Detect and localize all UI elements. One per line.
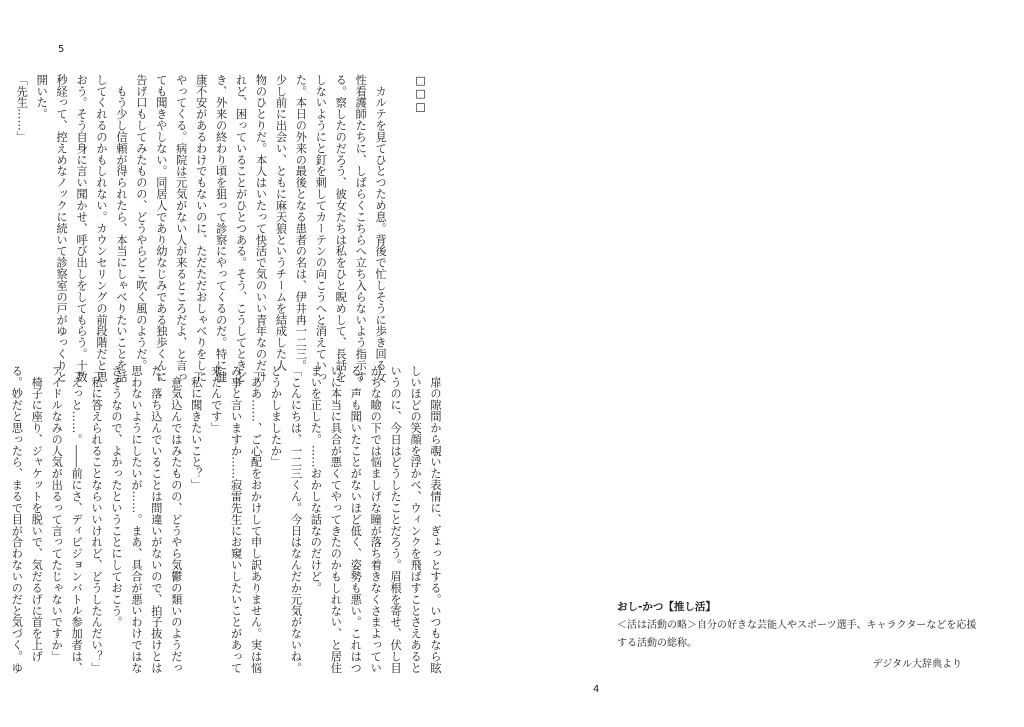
page-number-right: 5 xyxy=(58,44,65,55)
glossary-note xyxy=(617,598,987,674)
glossary-definition-text: ＜活は活動の略＞自分の好きな芸能人やスポーツ選手、キャラクターなどを応援 する活動の総称。 xyxy=(617,620,977,649)
glossary-source: デジタル大辞典より xyxy=(872,659,962,671)
page-number-left: 4 xyxy=(593,684,600,695)
story-text-right-page: □□□ カルテを見てひとつため息。背後で忙しそうに歩き回る女 性看護師たちに、しばらくこちらへ立ち入らないよう指示す る。察したのだろう、彼女たちは私をひと睨めして、長話を しないようにと釘を刺してカーテンの向こうへと消えていっ た。本日の外来の最後となる患者の名は、伊井冉一二三。 少し前に出会い、ともに麻天狼というチームを結成した人 物のひとりだ。本人はいたって快活で気のいい青年なのだけ れど、困っていることがひとつある。そう、こうしてときど き、外来の終わり頃を狙って診察にやってくるのだ。特に健 康不安があるわけでもないのに、ただただおしゃべりをしに やってくる。病院は元気がない人が来るところだよ、と言っ ても聞きやしない。同居人であり幼なじみである独歩くんに 告げ口もしてみたものの、どうやらどこ吹く風のようだ。 もう少し信頼が得られたら、本当にしゃべりたいことを話 してくれるのかもしれない。カウンセリングの前段階だと思 おう。そう自身に言い聞かせ、呼び出しをしてもらう。十数 秒経って、控えめなノックに続いて診察室の戸がゆっくりと 開いた。 「先生……」 xyxy=(15,74,427,383)
glossary-heading: おし-かつ【推し活】 xyxy=(617,601,716,613)
story-text-left-page: 扉の隙間から覗いた表情に、ぎょっとする。いつもなら眩 しいほどの笑顔を浮かべ、ウィンクを飛ばすことさえあると いうのに、今日はどうしたことだろう。眉根を寄せ、伏し目 がちな瞼の下では悩ましげな瞳が落ち着きなくさまよってい る。声も聞いたことがないほど低く、姿勢も悪い。これはつ いに本当に具合が悪くてやってきたのかもしれない、と居住 まいを正した。……おかしな話なのだけど。 「こんにちは、一二三くん。今日はなんだか元気がないね。 どうかしましたか」 「ああ……、ご心配をおかけして申し訳ありません。実は悩 み事と言いますか……寂雷先生にお窺いしたいことがあって 来たんです」 「私に聞きたいこと？」 意気込んではみたものの、どうやら気鬱の類いのようだっ た。落ち込んでいることは間違いがないので、拍子抜けとは 思わないようにしたいが……。まあ、具合が悪いわけではな さそうなので、よかったということにしておこう。 「私に答えられることならいいけれど、どうしたんだい？」 「えっと……。――前にさ、ディビジョンバトル参加者は、 アイドルなみの人気が出るって言ってたじゃないですか」 椅子に座り、ジャケットを脱いで、気だるげに首を上げ る。妙だと思ったら、まるで目が合わないのだと気づく。ゆ xyxy=(10,365,442,674)
glossary-definition xyxy=(617,617,987,652)
